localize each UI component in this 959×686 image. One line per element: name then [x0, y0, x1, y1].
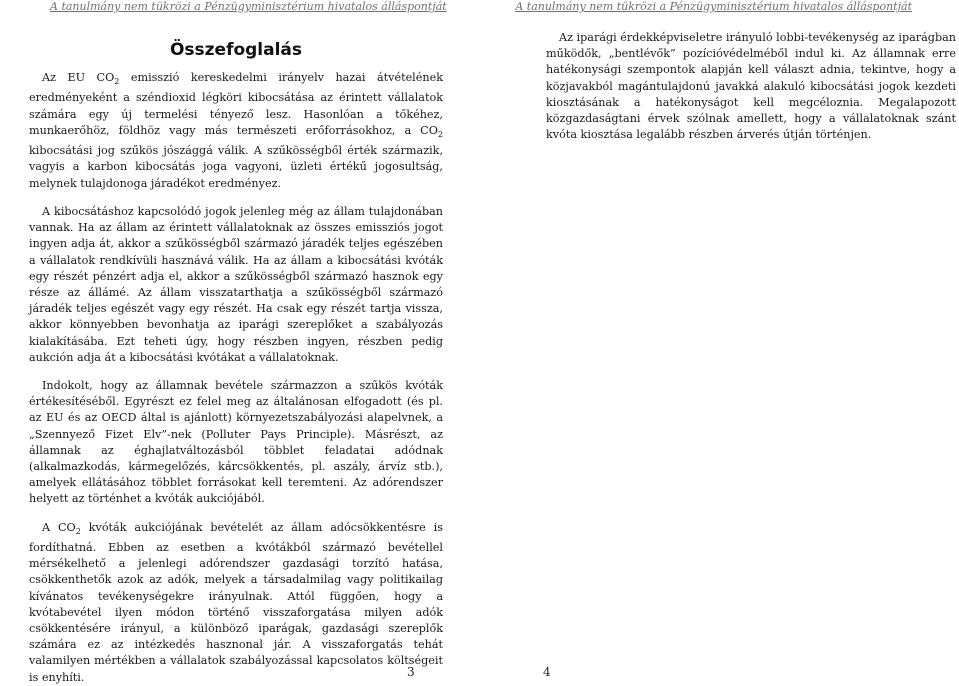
running-header-right: A tanulmány nem tükrözi a Pénzügyminisztérium hivatalos álláspontját: [515, 0, 912, 13]
paragraph-right-1: Az iparági érdekképviseletre irányuló lobbi-tevékenység az iparágban működők, „bentlévők” pozícióvédelméből indul ki. Az államnak erre hatékonysági szempontok alapján kell választ adnia, tekintve, hogy a közjavakból magántulajdonú javakká alakuló kibocsátási jogok kezdeti kiosztásának a hatékonyságot kell megcéloznia. Megalapozott közgazdaságtani érvek szólnak amellett, hogy a vállalatoknak szánt kvóta kiosztása legalább részben árverés útján történjen.: [546, 31, 956, 142]
right-page-content: [546, 30, 956, 143]
paragraph-1: Az EU $CO_2$ emisszió kereskedelmi irányelv hazai átvételének eredményeként a széndioxid légköri kibocsátása az érintett vállalatok számára egy új termelési tényező lesz. Hasonlóan a tőkéhez, munkaerőhöz, földhöz vagy más természeti erőforrásokhoz, a $CO_2$ kibocsátási jog szűkös jószággá válik. A szűkösségből érték származik, vagyis a karbon kibocsátás joga vagyoni, üzleti értékű jogosultság, melynek tulajdonoga járadékot eredményez.: [29, 71, 443, 190]
section-title: Összefoglalás: [169, 40, 303, 60]
paragraph-4: A $CO_2$ kvóták aukciójának bevételét az állam adócsökkentésre is fordíthatná. Ebben az esetben a kvótákból származó bevétellel mérsékelhető a jelenlegi adórendszer gazdasági torzító hatása, csökkenthetők azok az adók, melyek a társadalmilag vagy politikailag kívánatos tevékenységekre irányulnak. Attól függően, hogy a kvótabevétel ilyen módon történő visszaforgatása milyen adók csökkentésére irányul, a különböző iparágak, gazdasági szereplők számára ez az intézkedés hasznonal jár. A visszaforgatás tehát valamilyen mértékben a vállalatok szabályozással kapcsolatos költségeit is enyhíti.: [29, 520, 443, 684]
paragraph-3: Indokolt, hogy az államnak bevétele származzon a szűkös kvóták értékesítéséből. Egyrészt ez felel meg az általánosan elfogadott (és pl. az EU és az OECD által is ajánlott) környezetszabályozási alapelvnek, a „Szennyező Fizet Elv”-nek (Polluter Pays Principle). Másrészt, az államnak az éghajlatváltozásból többlet feladatai adódnak (alkalmazkodás, kármegelőzés, kárcsökkentés, pl. aszály, árvíz stb.), amelyek ellátásához többlet forrásokat kell teremteni. Az adórendszer helyett az történhet a kvóták aukciójából.: [29, 378, 443, 506]
right-page: [480, 0, 959, 680]
left-page-content: [29, 40, 443, 686]
paragraph-2: A kibocsátáshoz kapcsolódó jogok jelenleg még az állam tulajdonában vannak. Ha az állam az érintett vállalatoknak az összes emissziós jogot ingyen adja át, akkor a szűkösségből származó járadék teljes egészében a vállalatok rendkívüli hasznává válik. Ha az állam a kibocsátási kvóták egy részét pénzért adja el, akkor a szűkösségből származó hasznok egy része az állámé. Az állam visszatarthatja a szűkösségből származó járadék teljes egészét vagy egy részét. Ha csak egy részét tartja vissza, akkor könnyebben bevonhatja az iparági szereplőket a szabályozás kialakításába. Ezt teheti úgy, hogy részben ingyen, részben pedig aukción adja át a kibocsátási kvótákat a vállalatoknak.: [29, 204, 443, 364]
page-number-left: 3: [407, 665, 415, 679]
left-page: [0, 0, 480, 684]
running-header-left: A tanulmány nem tükrözi a Pénzügyminisztérium hivatalos álláspontját: [50, 0, 447, 13]
page-number-right: 4: [543, 665, 551, 679]
